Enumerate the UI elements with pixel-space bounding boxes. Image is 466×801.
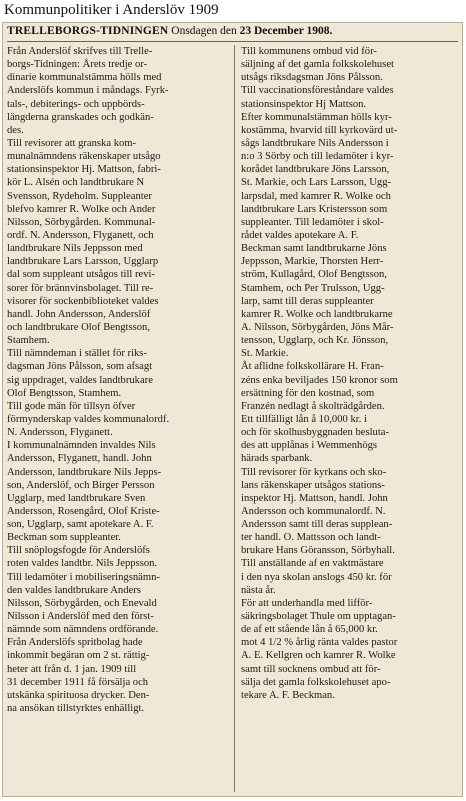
article-text-line: A. Nilsson, Sörbygården, Jöns Mår-: [241, 321, 394, 333]
article-text-line: Till nämndeman i stället för riks-: [7, 348, 147, 360]
article-text-line: Nilsson, Sörbygården. Kommunal-: [7, 216, 156, 228]
newspaper-name: TRELLEBORGS-TIDNINGEN: [7, 25, 169, 37]
article-text-line: Ugglarp, med landtbrukare Sven: [7, 492, 146, 504]
article-text-line: Till snöplogsfogde för Anderslöfs: [7, 545, 150, 557]
article-column-left: [7, 45, 229, 794]
article-text-line: n:o 3 Sörby och till ledamöter i kyr-: [241, 151, 394, 163]
article-text-line: och landtbrukare Olof Bengtsson,: [7, 321, 150, 333]
article-text-line: kamrer R. Wolke och landtbrukarne: [241, 308, 393, 320]
article-text-line: suppleanter. Till ledamöter i skol-: [241, 216, 384, 228]
article-text-line: son, Anderslöf, och Birger Persson: [7, 479, 155, 491]
article-text-line: tensson, Ugglarp, och Kr. Jönsson,: [241, 335, 389, 347]
article-text-line: rådet valdes apotekare A. F.: [241, 229, 359, 241]
article-text-line: borgs-Tidningen: Årets tredje or-: [7, 59, 148, 71]
article-text-line: längderna granskades och godkän-: [7, 111, 154, 123]
article-text-line: larpsdal, med kamrer R. Wolke och: [241, 190, 391, 202]
article-text-line: son, Ugglarp, samt apotekare A. F.: [7, 519, 154, 531]
article-text-line: Till vaccinationsföreståndare valdes: [241, 85, 394, 97]
article-text-line: Till anställande af en vaktmästare: [241, 558, 384, 570]
article-text-line: För att underhandla med lifför-: [241, 597, 373, 609]
article-text-line: zéns enka beviljades 150 kronor som: [241, 374, 398, 386]
newspaper-clipping: [2, 22, 463, 797]
article-text-line: Till revisorer att granska kom-: [7, 137, 137, 149]
article-text-line: lans räkenskaper utsågos stations-: [241, 479, 385, 491]
article-text-line: utsågs riksdagsman Jöns Pålsson.: [241, 72, 383, 84]
article-text-line: landtbrukare Nils Jeppsson med: [7, 243, 143, 255]
page-title: Kommunpolitiker i Anderslöv 1909: [4, 2, 219, 18]
article-text-line: Från Anderslöf skrifves till Trelle-: [7, 46, 153, 57]
masthead: [7, 25, 458, 42]
article-text-line: Till revisorer för kyrkans och sko-: [241, 466, 387, 478]
article-text-line: utskänka spirituosa drycker. Den-: [7, 689, 150, 701]
article-text-line: Från Anderslöfs spritbolag hade: [7, 637, 143, 649]
article-text-line: härads sparbank.: [241, 453, 313, 465]
article-text-line: kör L. Alsén och landtbrukare N: [7, 177, 145, 189]
article-text-line: dal som suppleant utsågos till revi-: [7, 269, 155, 281]
article-text-line: korådet landtbrukare Jöns Larsson,: [241, 164, 390, 176]
article-text-line: nämnde som nämndens ordförande.: [7, 624, 159, 636]
article-text-line: förmynderskap valdes kommunalordf.: [7, 413, 170, 425]
column-divider: [234, 45, 235, 792]
article-text-line: St. Markie, och Lars Larsson, Ugg-: [241, 177, 392, 189]
article-text-line: sig uppdraget, valdes landtbrukare: [7, 374, 153, 386]
article-text-line: dagsman Jöns Pålsson, som afsagt: [7, 361, 153, 373]
article-text-line: dinarie kommunalstämma hölls med: [7, 72, 162, 84]
article-text-line: A. E. Kellgren och kamrer R. Wolke: [241, 650, 396, 662]
article-text-line: säljning af det gamla folkskolehuset: [241, 59, 394, 71]
article-text-line: na ansökan tillstyrktes enhälligt.: [7, 703, 145, 715]
article-text-line: blefvo kamrer R. Wolke och Ander: [7, 203, 156, 215]
article-text-line: samt till socknens ombud att för-: [241, 663, 381, 675]
article-text-line: Beckman som suppleanter.: [7, 532, 121, 544]
article-text-line: Svensson, Rydeholm. Suppleanter: [7, 190, 152, 202]
article-column-right: [241, 45, 459, 794]
article-text-line: visorer för sockenbiblioteket valdes: [7, 295, 159, 307]
article-text-line: Franzén nedlagt å skolträdgården.: [241, 400, 385, 412]
article-text-line: I kommunalnämnden invaldes Nils: [7, 440, 156, 452]
article-text-line: Olof Bengtsson, Stamhem.: [7, 387, 122, 399]
article-text-line: Andersson och kommunalordf. N.: [241, 505, 386, 517]
article-text-line: larp, samt till deras suppleanter: [241, 295, 374, 307]
article-text-line: Beckman samt landtbrukarne Jöns: [241, 243, 387, 255]
article-text-line: mot 4 1/2 % årlig ränta valdes pastor: [241, 637, 398, 649]
article-text-line: tekare A. F. Beckman.: [241, 689, 335, 701]
article-text-line: Till ledamöter i mobiliseringsnämn-: [7, 571, 160, 583]
article-text-line: kostämma, hvarvid till kyrkovärd ut-: [241, 124, 398, 136]
article-text-line: landtbrukare Lars Larsson, Ugglarp: [7, 256, 159, 268]
article-text-line: ordf. N. Andersson, Flyganett, och: [7, 229, 154, 241]
article-text-line: stationsinspektor Hj Mattson.: [241, 98, 367, 110]
article-text-line: N. Andersson, Flyganett.: [7, 427, 113, 439]
article-text-line: den valdes landtbrukare Anders: [7, 584, 141, 596]
article-text-line: des att upplånas i Wemmenhögs: [241, 440, 378, 452]
article-text-line: Andersson samt till deras supplean-: [241, 519, 393, 531]
article-text-line: tals-, debiterings- och uppbörds-: [7, 98, 145, 110]
article-text-line: Stamhem.: [7, 335, 50, 347]
article-text-line: i den nya skolan anslogs 450 kr. för: [241, 571, 392, 583]
issue-date: 23 December 1908.: [239, 25, 333, 37]
article-text-line: inspektor Hj. Mattson, handl. John: [241, 492, 388, 504]
article-text-line: Till kommunens ombud vid för-: [241, 46, 377, 57]
article-text-line: munalnämndens räkenskaper utsågo: [7, 151, 161, 163]
article-text-line: stationsinspektor Hj. Mattson, fabri-: [7, 164, 161, 176]
article-text-line: ter handl. O. Mattsson och landt-: [241, 532, 381, 544]
article-text-line: inkommit begäran om 2 st. rättig-: [7, 650, 150, 662]
article-text-line: sälja det gamla folkskolehuset apo-: [241, 676, 391, 688]
article-text-line: St. Markie.: [241, 348, 289, 360]
article-text-line: heter att från d. 1 jan. 1909 till: [7, 663, 137, 675]
article-text-line: landtbrukare Lars Kristersson som: [241, 203, 388, 215]
article-text-line: Stamhem, och Per Trulsson, Ugg-: [241, 282, 385, 294]
article-text-line: Andersson, Rosengård, Olof Kriste-: [7, 505, 160, 517]
article-text-line: ström, Kullagård, Olof Bengtsson,: [241, 269, 387, 281]
article-text-line: Efter kommunalstämman hölls kyr-: [241, 111, 392, 123]
article-text-line: des.: [7, 124, 24, 136]
article-text-line: Nilsson i Anderslöf med den först-: [7, 611, 154, 623]
article-text-line: Nilsson, Sörbygården, och Enevald: [7, 597, 157, 609]
issue-weekday: Onsdagen den: [171, 25, 237, 37]
article-text-line: sågs landtbrukare Nils Andersson i: [241, 137, 389, 149]
article-text-line: sorer för brännvinsbolaget. Till re-: [7, 282, 154, 294]
article-text-line: nästa år.: [241, 584, 276, 596]
article-text-line: och för skolhusbyggnaden beslutа-: [241, 427, 389, 439]
article-text-line: Åt aflidne folkskollärare H. Fran-: [241, 361, 384, 373]
article-text-line: 31 december 1911 få försälja och: [7, 676, 149, 688]
article-text-line: Andersson, Flyganett, handl. John: [7, 453, 152, 465]
article-text-line: roten valdes landtbr. Nils Jeppsson.: [7, 558, 158, 570]
article-text-line: handl. John Andersson, Anderslöf: [7, 308, 151, 320]
article-text-line: brukare Hans Göransson, Sörbyhall.: [241, 545, 395, 557]
article-text-line: säkringsbolaget Thule om upptagan-: [241, 611, 396, 623]
article-text-line: Andersson, landtbrukare Nils Jepps-: [7, 466, 162, 478]
article-text-line: Jeppsson, Markie, Thorsten Herr-: [241, 256, 384, 268]
article-text-line: Anderslöfs kommun i måndags. Fyrk-: [7, 85, 169, 97]
article-text-line: de af ett stående lån å 65,000 kr.: [241, 624, 378, 636]
article-text-line: Till gode män för tillsyn öfver: [7, 400, 136, 412]
article-text-line: Ett tillfälligt lån å 10,000 kr. i: [241, 413, 367, 425]
article-text-line: ersättning för den kostnad, som: [241, 387, 375, 399]
